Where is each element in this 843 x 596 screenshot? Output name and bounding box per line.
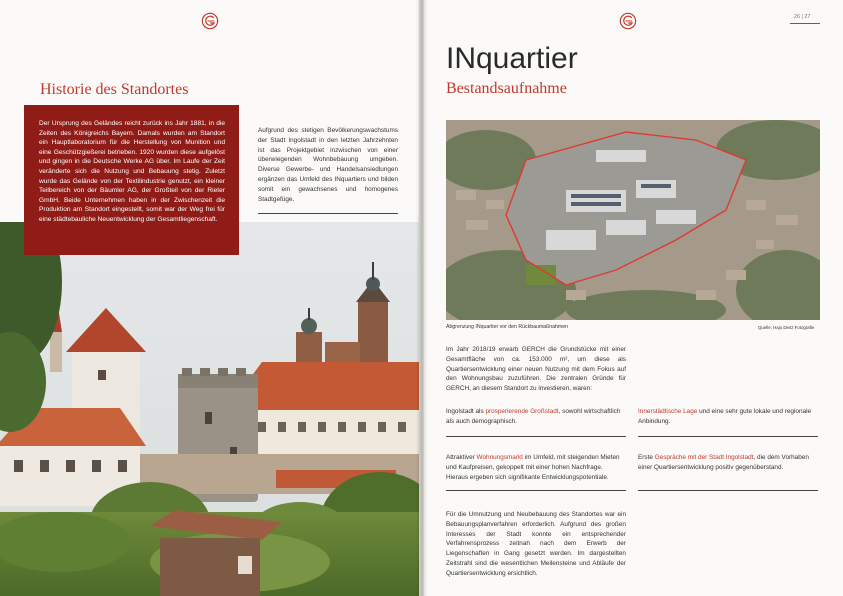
page-title: INquartier	[446, 42, 578, 75]
closing-paragraph: Für die Umnutzung und Neubebauung des Standortes war ein Bebauungsplanverfahren erforderlich. Aufgrund des großen Interesses der Stadt konnte ein entsprechender Verfahrensprozess zeitnah nach dem Erwerb der Liegenschaften in Gang gesetzt werden. Im dargestellten Zeitstrahl sind die wesentlichen Meilensteine und Abläufe der Quartiersentwicklung ersichtlich.	[446, 511, 626, 577]
intro-paragraph: Im Jahr 2018/19 erwarb GERCH die Grundstücke mit einer Gesamtfläche von ca. 153.000 m², um diese als Quartiersentwicklung einer neuen Nutzung mit dem Fokus auf den Wohnungsbau zuzuführen. Die zentralen Gründe für GERCH, an diesem Standort zu investieren, waren:	[446, 346, 626, 393]
photo-credit: Quelle: Hajo Dietz Fotografie	[758, 325, 815, 330]
spine-shadow	[416, 0, 428, 596]
reason-4: Erste Gespräche mit der Stadt Ingolstadt, die dem Vorhaben einer Quartiersentwicklung positiv gegenüberstand.	[638, 454, 809, 471]
page-subtitle: Bestandsaufnahme	[446, 80, 567, 97]
right-page	[424, 0, 843, 596]
surroundings-paragraph: Aufgrund des stetigen Bevölkerungswachstums der Stadt Ingolstadt in den letzten Jahrzehnten ist das Projektgebiet inzwischen von einer überwiegenden Wohnbebauung umgeben. Diverse Gewerbe- und Handelsansiedlungen ergänzen das Umfeld des INquartiers und bilden somit ein gewachsenes und homogenes Stadtgefüge.	[258, 127, 398, 203]
divider	[446, 490, 626, 491]
gerch-logo-icon	[619, 12, 637, 30]
left-page	[0, 0, 419, 596]
aerial-photo	[446, 120, 820, 320]
history-text-box: Der Ursprung des Geländes reicht zurück ins Jahr 1881, in die Zeiten des Königreichs Bayern. Damals wurden am Standort ein Hauptlaboratorium für die Herstellung von Munition und eine Geschützgießerei betrieben. 1920 wurden diese aufgelöst und gingen in die Deutsche Werke AG über. Im Laufe der Zeit veränderte sich die Nutzung und Bebauung stetig. Zuletzt wurde das Gelände von der Textilindustrie genutzt, ein kleiner Teilbereich von der Bäumler AG, der Großteil von der Rieter GmbH. Beide Unternehmen haben in der Zwischenzeit die Produktion am Standort eingestellt, somit war der Weg frei für eine städtebauliche Neuentwicklung der Gesamtliegenschaft.	[24, 105, 239, 255]
page-title: Historie des Standortes	[40, 81, 189, 98]
divider	[638, 436, 818, 437]
gerch-logo-icon	[201, 12, 219, 30]
divider	[446, 436, 626, 437]
reason-2: Innerstädtische Lage und eine sehr gute lokale und regionale Anbindung.	[638, 408, 812, 425]
reason-1: Ingolstadt als prosperierende Großstadt, sowohl wirtschaftlich als auch demographisch.	[446, 408, 621, 425]
page-number-rule	[790, 23, 820, 24]
divider	[258, 213, 398, 214]
photo-caption: Abgrenzung INquartier vor den Rückbaumaßnahmen	[446, 324, 568, 330]
page-number: 26 | 27	[794, 14, 811, 20]
divider	[638, 490, 818, 491]
old-town-photo	[0, 222, 419, 596]
reason-3: Attraktiver Wohnungsmarkt im Umfeld, mit steigenden Mieten und Kaufpreisen, gekoppelt mit einer hohen Nachfrage. Hieraus ergeben sich signifikante Entwicklungspotentiale.	[446, 454, 620, 481]
